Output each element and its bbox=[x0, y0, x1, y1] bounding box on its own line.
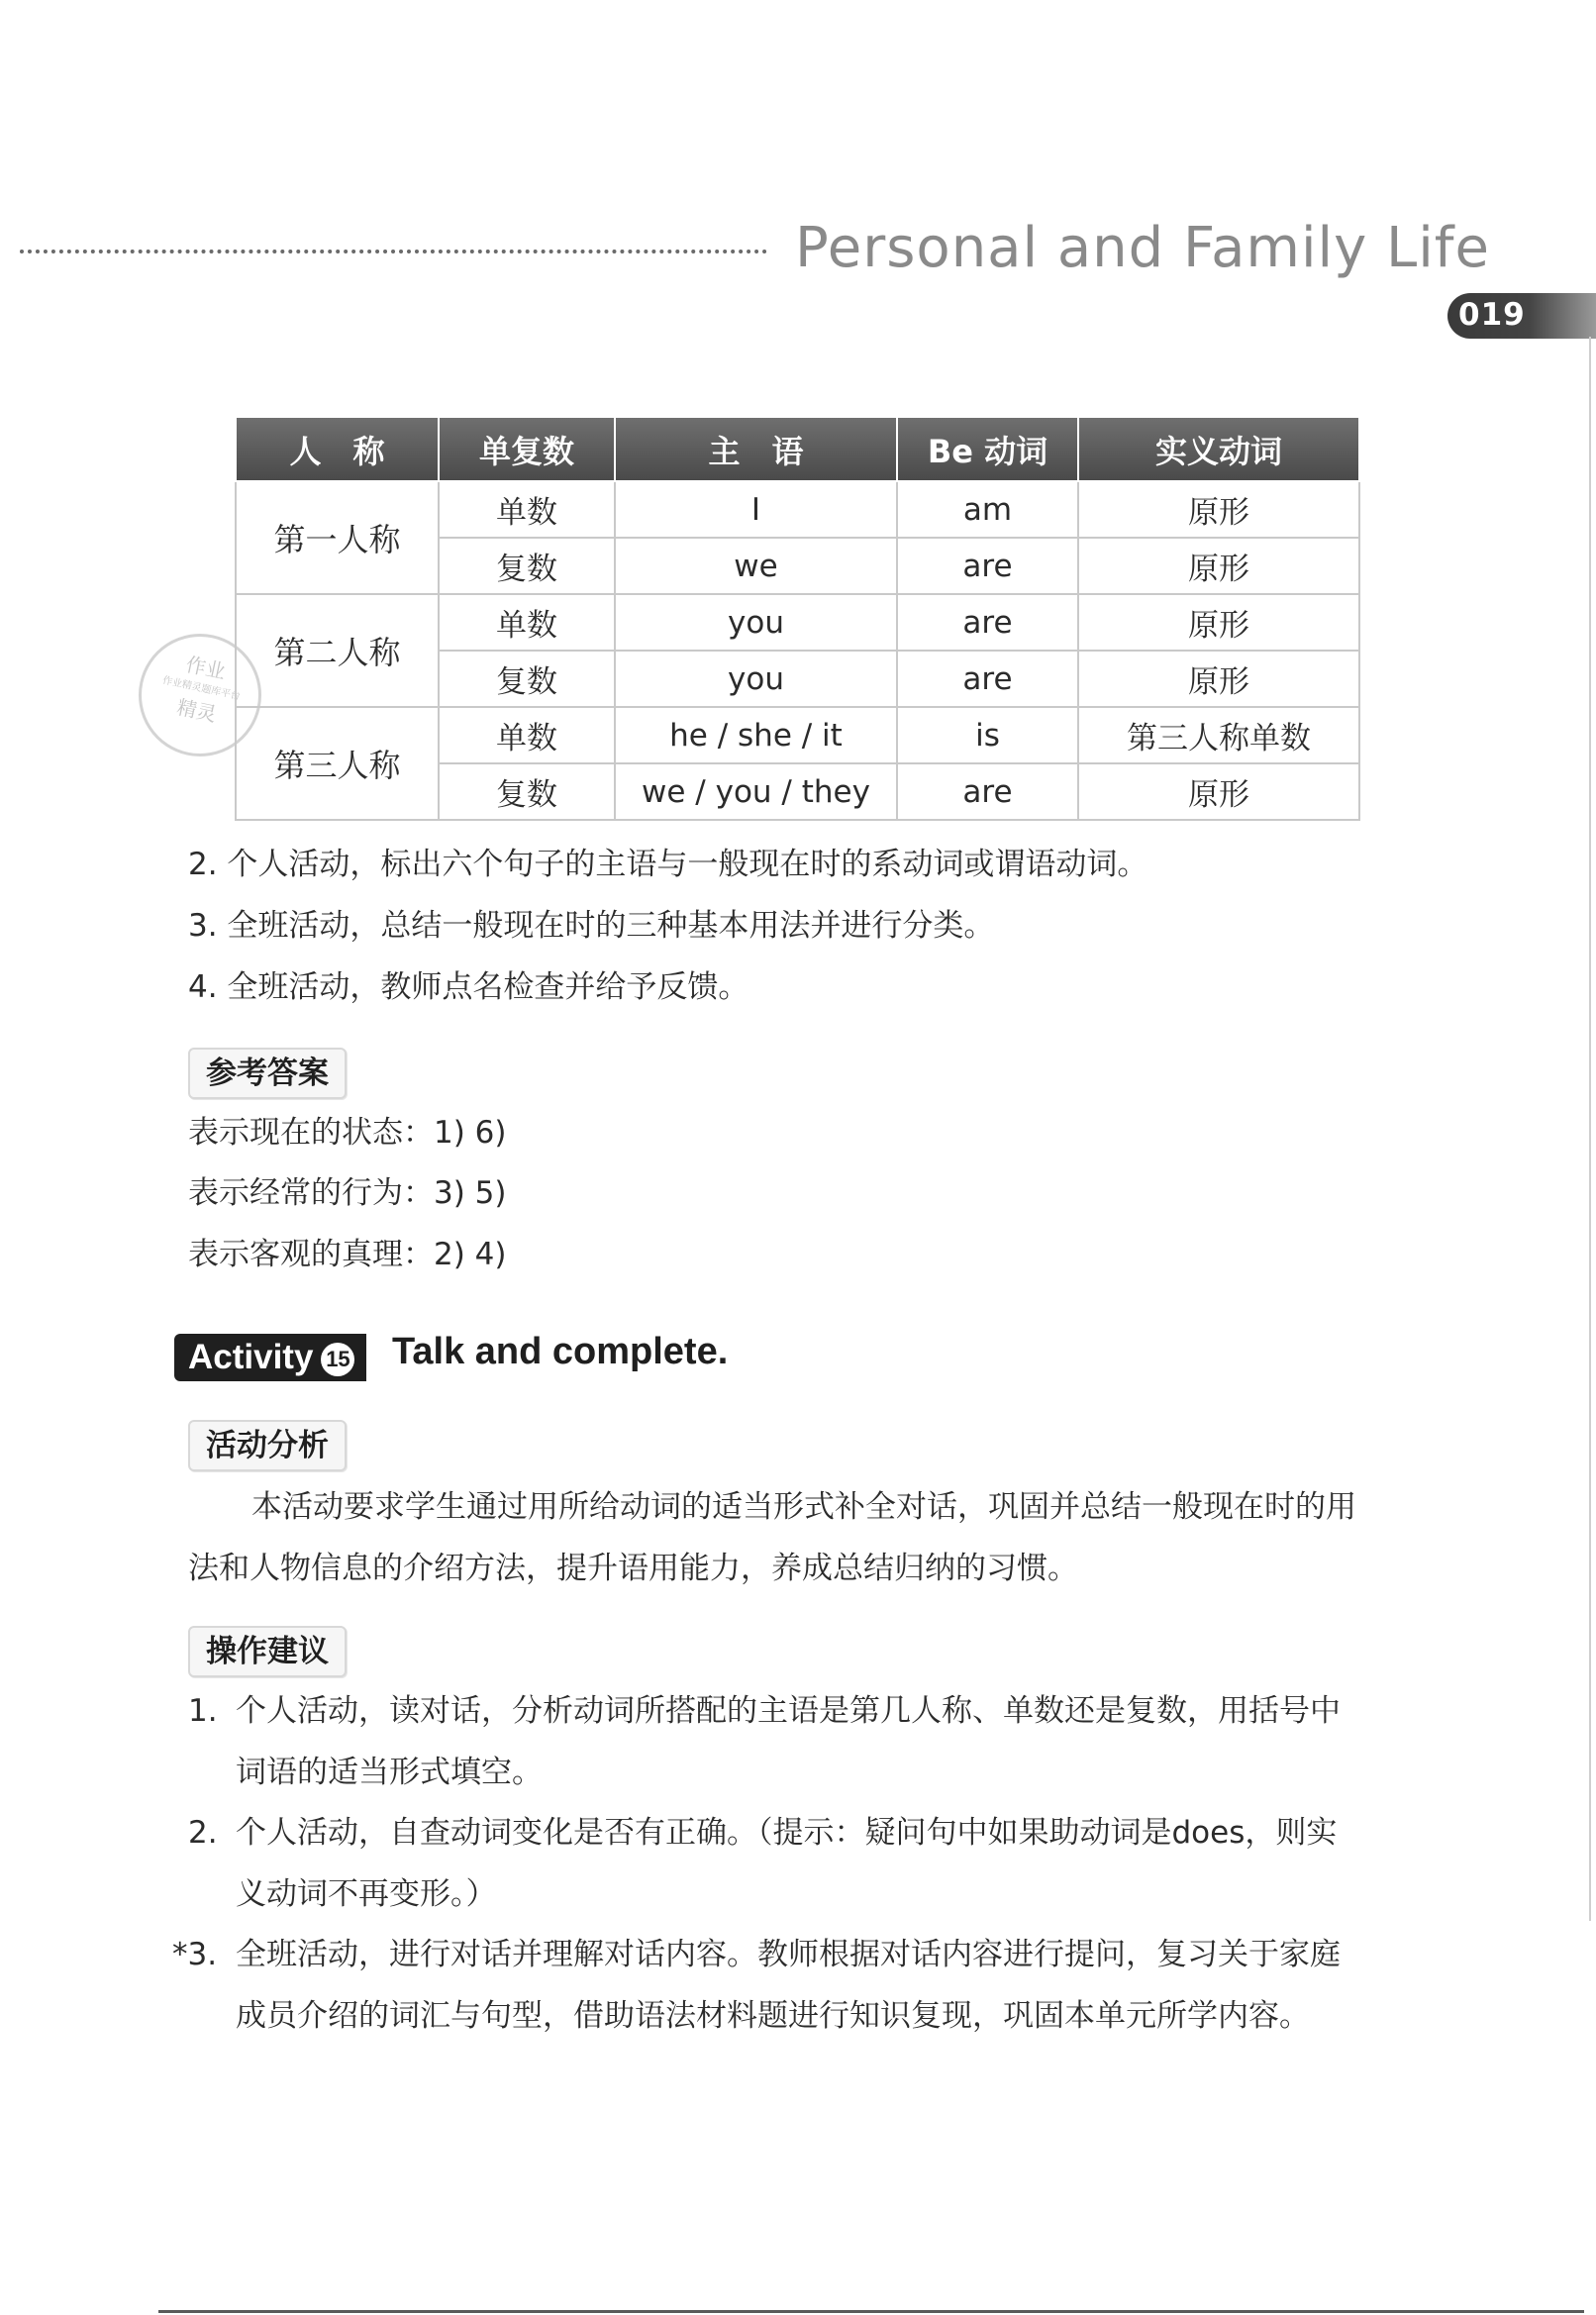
table-row bbox=[236, 481, 1359, 538]
verb-cell: 原形 bbox=[1078, 481, 1359, 538]
activity-number: 15 bbox=[321, 1343, 354, 1376]
suggestions-label: 操作建议 bbox=[188, 1626, 347, 1677]
be-cell: am bbox=[897, 481, 1078, 538]
suggestion-number: *3. bbox=[172, 1937, 218, 1972]
person-cell: 第二人称 bbox=[236, 594, 439, 707]
answer-label: 参考答案 bbox=[188, 1048, 347, 1099]
analysis-label: 活动分析 bbox=[188, 1420, 347, 1471]
table-header-row bbox=[236, 417, 1359, 481]
activity-badge: Activity 15 bbox=[174, 1334, 366, 1381]
suggestion-text: 全班活动，进行对话并理解对话内容。教师根据对话内容进行提问，复习关于家庭成员介绍的词汇与句型，借助语法材料题进行知识复现，巩固本单元所学内容。 bbox=[236, 1937, 1341, 2034]
subject-cell: he / she / it bbox=[615, 707, 897, 763]
answer-line: 表示客观的真理：2) 4) bbox=[188, 1237, 507, 1272]
header-person: 人 称 bbox=[236, 417, 439, 481]
number-cell: 单数 bbox=[439, 594, 615, 651]
answer-line: 表示经常的行为：3) 5) bbox=[188, 1175, 507, 1211]
subject-cell: you bbox=[615, 594, 897, 651]
analysis-paragraph: 本活动要求学生通过用所给动词的适当形式补全对话，巩固并总结一般现在时的用法和人物信息的介绍方法，提升语用能力，养成总结归纳的习惯。 bbox=[188, 1489, 1356, 1586]
suggestion-text: 个人活动，读对话，分析动词所搭配的主语是第几人称、单数还是复数，用括号中词语的适当形式填空。 bbox=[236, 1693, 1341, 1790]
person-cell: 第一人称 bbox=[236, 481, 439, 594]
be-cell: are bbox=[897, 594, 1078, 651]
number-cell: 复数 bbox=[439, 538, 615, 594]
suggestion-number: 1. bbox=[188, 1693, 218, 1729]
verb-cell: 原形 bbox=[1078, 651, 1359, 707]
bottom-rule bbox=[158, 2310, 1584, 2313]
step-line: 2. 个人活动，标出六个句子的主语与一般现在时的系动词或谓语动词。 bbox=[188, 847, 1148, 882]
be-cell: is bbox=[897, 707, 1078, 763]
header-dotted-rule bbox=[20, 250, 767, 253]
be-cell: are bbox=[897, 538, 1078, 594]
table-row bbox=[236, 594, 1359, 651]
table-row bbox=[236, 707, 1359, 763]
answer-line: 表示现在的状态：1) 6) bbox=[188, 1115, 507, 1151]
subject-cell: you bbox=[615, 651, 897, 707]
number-cell: 复数 bbox=[439, 763, 615, 820]
suggestion-number: 2. bbox=[188, 1815, 218, 1851]
verb-cell: 原形 bbox=[1078, 594, 1359, 651]
be-cell: are bbox=[897, 763, 1078, 820]
activity-title: Talk and complete. bbox=[392, 1331, 729, 1372]
verb-cell: 原形 bbox=[1078, 763, 1359, 820]
suggestion-text: 个人活动，自查动词变化是否有正确。（提示：疑问句中如果助动词是does，则实义动词不再变形。） bbox=[236, 1815, 1338, 1912]
number-cell: 复数 bbox=[439, 651, 615, 707]
be-cell: are bbox=[897, 651, 1078, 707]
header-subject: 主 语 bbox=[615, 417, 897, 481]
number-cell: 单数 bbox=[439, 707, 615, 763]
subject-cell: we / you / they bbox=[615, 763, 897, 820]
grammar-table bbox=[235, 416, 1360, 821]
right-margin-rule bbox=[1589, 337, 1591, 1921]
watermark-stamp: 作业 作业精灵题库平台 精灵 bbox=[127, 622, 272, 767]
header-number: 单复数 bbox=[439, 417, 615, 481]
person-cell: 第三人称 bbox=[236, 707, 439, 820]
header-main-verb: 实义动词 bbox=[1078, 417, 1359, 481]
subject-cell: we bbox=[615, 538, 897, 594]
running-header-title: Personal and Family Life bbox=[795, 216, 1490, 280]
header-be-verb: Be 动词 bbox=[897, 417, 1078, 481]
step-line: 3. 全班活动，总结一般现在时的三种基本用法并进行分类。 bbox=[188, 908, 995, 944]
verb-cell: 第三人称单数 bbox=[1078, 707, 1359, 763]
verb-cell: 原形 bbox=[1078, 538, 1359, 594]
page-number: 019 bbox=[1458, 297, 1526, 333]
subject-cell: I bbox=[615, 481, 897, 538]
number-cell: 单数 bbox=[439, 481, 615, 538]
step-line: 4. 全班活动，教师点名检查并给予反馈。 bbox=[188, 969, 749, 1005]
